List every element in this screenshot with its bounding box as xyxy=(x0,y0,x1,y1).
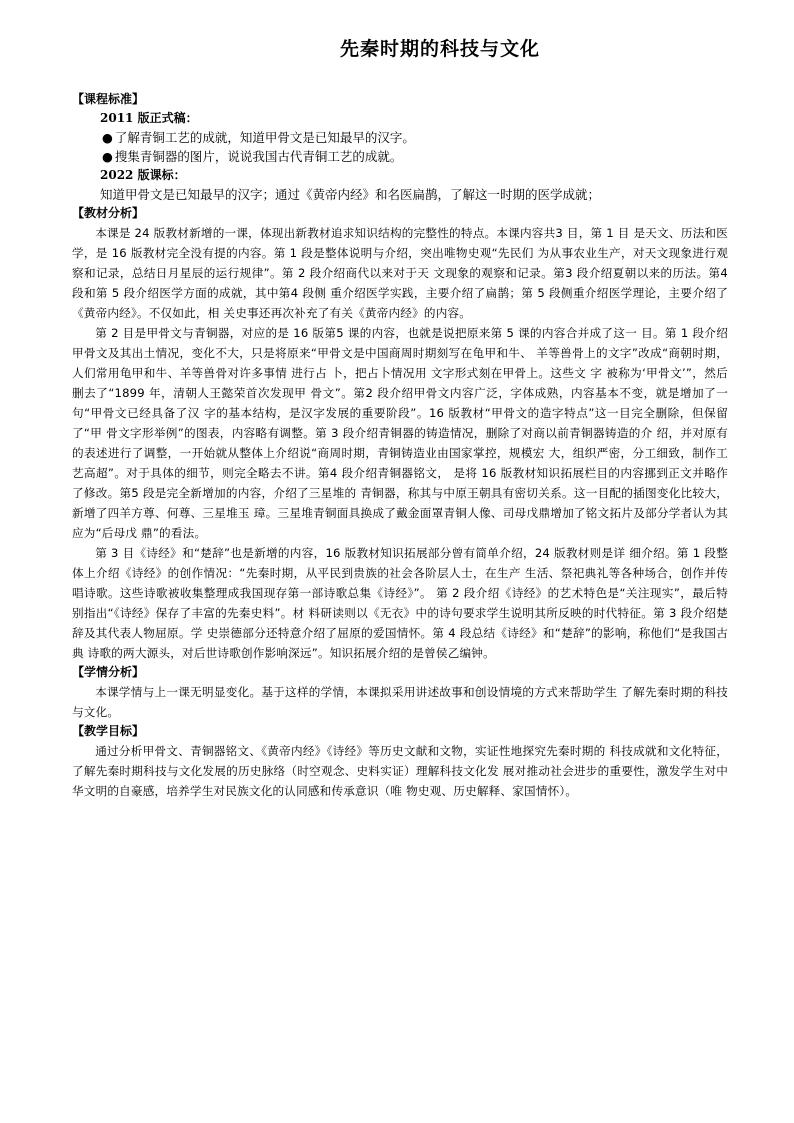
textbook-paragraph: 本课是 24 版教材新增的一课，体现出新教材追求知识结构的完整性的特点。本课内容共3 目，第 1 目 是天文、历法和医学，是 16 版教材完全没有提的内容。第 1 段是整体说明与介绍，突出唯物史观“先民们 为从事农业生产，对天文现象进行观察和记录，总结日月星辰的运行规律”。第 2 段介绍商代以来对于天 文现象的观察和记录。第3 段介绍夏朝以来的历法。第4 段和第 5 段介绍医学方面的成就，其中第4 段侧 重介绍医学实践，主要介绍了扁鹊；第 5 段侧重介绍医学理论，主要介绍了《黄帝内经》。不仅如此，相 关史事还再次补充了有关《黄帝内经》的内容。 xyxy=(72,226,728,320)
goals-section xyxy=(72,722,728,801)
bullet-dot-icon: ● xyxy=(102,130,113,145)
textbook-paragraph: 第 2 目是甲骨文与青铜器，对应的是 16 版第5 课的内容，也就是说把原来第 5 课的内容合并成了这一 目。第 1 段介绍甲骨文及其出土情况，变化不大，只是将原来“甲骨文是中国商周时期刻写在龟甲和牛、 羊等兽骨上的文字”改成“商朝时期，人们常用龟甲和牛、羊等兽骨对许多事情 进行占 卜，把占卜情况用 文字形式刻在甲骨上。这些文 字 被称为‘甲骨文’”，然后删去了“1899 年，清朝人王懿荣首次发现甲 骨文”。第2 段介绍甲骨文内容广泛，字体成熟，内容基本不变，就是增加了一句“甲骨文已经具备了汉 字的基本结构，是汉字发展的重要阶段”。16 版教材“甲骨文的造字特点”这一目完全删除，但保留了“甲 骨文字形举例”的图表，内容略有调整。第 3 段介绍青铜器的铸造情况，删除了对商以前青铜器铸造的介 绍，并对原有的表述进行了调整，一开始就从整体上介绍说“商周时期，青铜铸造业由国家掌控，规模宏 大，组织严密，分工细致，制作工艺高超”。对于具体的细节，则完全略去不讲。第4 段介绍青铜器铭文， 是将 16 版教材知识拓展栏目的内容挪到正文并略作了修改。第5 段是完全新增加的内容，介绍了三星堆的 青铜器，称其与中原王朝具有密切关系。这一目配的插图变化比较大，新增了四羊方尊、何尊、三星堆玉 璋。三星堆青铜面具换成了戴金面罩青铜人像、司母戊鼎增加了铭文拓片及部分学者认为其应为“后母戊 鼎”的看法。 xyxy=(72,326,728,540)
learner-heading: 【学情分析】 xyxy=(72,665,145,679)
bullet-dot-icon: ● xyxy=(102,149,113,164)
learner-section xyxy=(72,663,728,722)
page-title: 先秦时期的科技与文化 xyxy=(339,38,540,60)
v2011-label: 2011 版正式稿： xyxy=(100,111,198,125)
goals-heading: 【教学目标】 xyxy=(72,724,145,738)
v2022-label: 2022 版课标： xyxy=(100,168,186,182)
learner-paragraph: 本课学情与上一课无明显变化。基于这样的学情，本课拟采用讲述故事和创设情境的方式来帮助学生 了解先秦时期的科技与文化。 xyxy=(72,685,728,719)
v2011-item-text: 了解青铜工艺的成就，知道甲骨文是已知最早的汉字。 xyxy=(114,130,415,145)
textbook-paragraph: 第 3 目《诗经》和“楚辞”也是新增的内容，16 版教材知识拓展部分曾有简单介绍，24 版教材则是详 细介绍。第 1 段整体上介绍《诗经》的创作情况：“先秦时期，从平民到贵族的社会各阶层人士，在生产 生活、祭祀典礼等各种场合，创作并传唱诗歌。这些诗歌被收集整理成我国现存第一部诗歌总集《诗经》”。 第 2 段介绍《诗经》的艺术特色是“关注现实”，最后特别指出“《诗经》保存了丰富的先秦史料”。材 料研读则以《无衣》中的诗句要求学生说明其所反映的时代特征。第 3 段介绍楚辞及其代表人物屈原。学 史崇德部分还特意介绍了屈原的爱国情怀。第 4 段总结《诗经》和“楚辞”的影响，称他们“是我国古典 诗歌的两大源头，对后世诗歌创作影响深远”。知识拓展介绍的是曾侯乙编钟。 xyxy=(72,546,728,660)
v2011-item xyxy=(102,147,728,166)
v2011-item-text: 搜集青铜器的图片，说说我国古代青铜工艺的成就。 xyxy=(114,149,403,164)
v2011-item xyxy=(102,128,728,147)
textbook-heading: 【教材分析】 xyxy=(72,206,145,220)
textbook-section xyxy=(72,204,728,663)
curriculum-heading: 【课程标准】 xyxy=(72,92,145,106)
document-page xyxy=(72,36,728,801)
v2022-text: 知道甲骨文是已知最早的汉字；通过《黄帝内经》和名医扁鹊，了解这一时期的医学成就； xyxy=(100,187,601,202)
curriculum-section xyxy=(72,90,728,204)
goals-paragraph: 通过分析甲骨文、青铜器铭文、《黄帝内经》《诗经》等历史文献和文物，实证性地探究先秦时期的 科技成就和文化特征，了解先秦时期科技与文化发展的历史脉络（时空观念、史料实证）理解科技文化发 展对推动社会进步的重要性，激发学生对中华文明的自豪感，培养学生对民族文化的认同感和传承意识（唯 物史观、历史解释、家国情怀）。 xyxy=(72,744,728,798)
